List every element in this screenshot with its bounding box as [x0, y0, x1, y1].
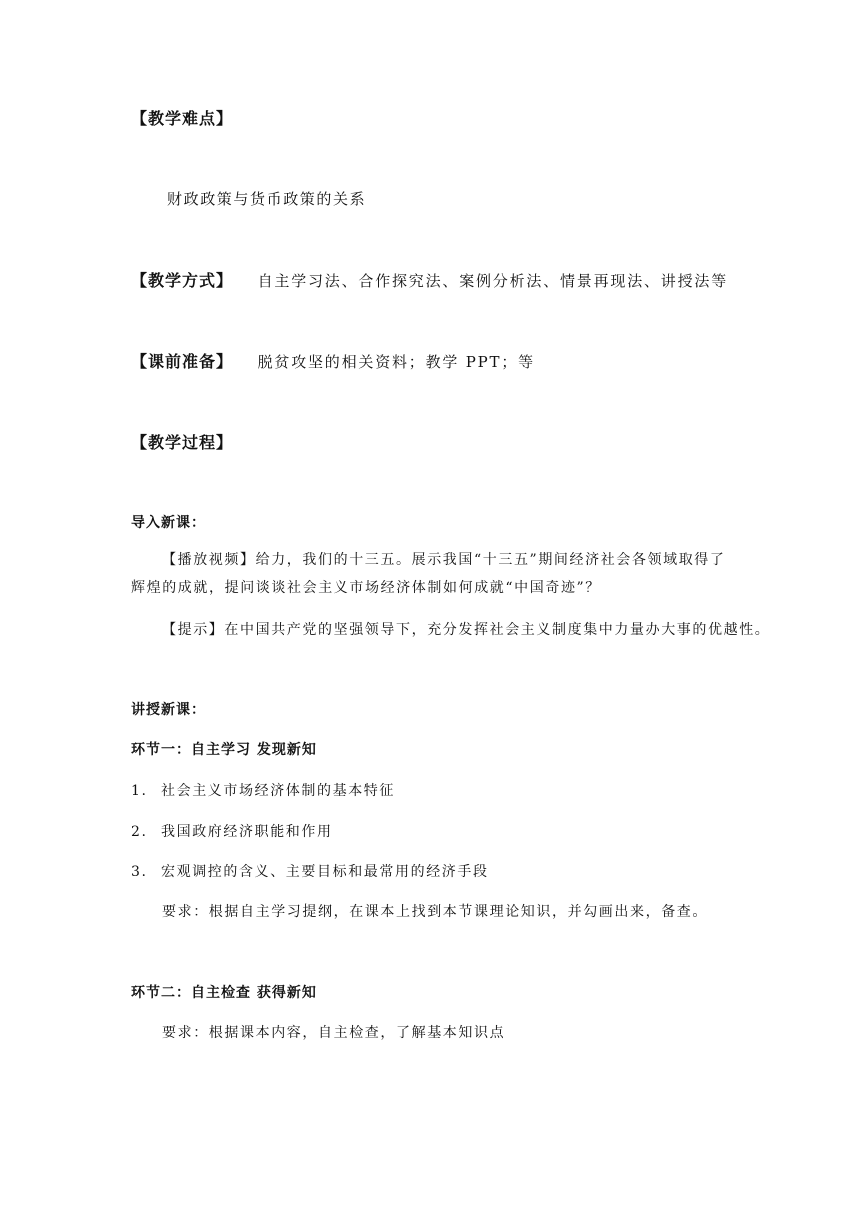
difficulty-heading: 【教学难点】 — [131, 109, 234, 128]
item-text: 宏观调控的含义、主要目标和最常用的经济手段 — [161, 864, 489, 880]
process-heading: 【教学过程】 — [131, 433, 234, 452]
step1-item-1 — [131, 780, 395, 800]
step1-title: 环节一：自主学习 发现新知 — [131, 742, 317, 758]
item-number: 3. — [131, 864, 148, 880]
intro-paragraph-1: 【播放视频】给力，我们的十三五。展示我国“十三五”期间经济社会各领域取得了辉煌的成就，提问谈谈社会主义市场经济体制如何成就“中国奇迹”？ — [131, 552, 726, 596]
intro-title: 导入新课： — [131, 515, 206, 531]
intro-paragraph-2: 【提示】在中国共产党的坚强领导下，充分发挥社会主义制度集中力量办大事的优越性。 — [162, 622, 771, 638]
step1-requirement: 要求：根据自主学习提纲，在课本上找到本节课理论知识，并勾画出来，备查。 — [162, 904, 708, 920]
method-row — [131, 268, 728, 291]
method-heading: 【教学方式】 — [131, 271, 234, 290]
step1-item-2 — [131, 821, 333, 841]
method-content: 自主学习法、合作探究法、案例分析法、情景再现法、讲授法等 — [257, 272, 728, 290]
step1-item-3 — [131, 861, 489, 881]
lecture-title: 讲授新课： — [131, 702, 206, 718]
difficulty-content: 财政政策与货币政策的关系 — [167, 190, 367, 208]
item-text: 社会主义市场经济体制的基本特征 — [161, 783, 395, 799]
item-text: 我国政府经济职能和作用 — [161, 824, 333, 840]
prep-content: 脱贫攻坚的相关资料；教学 PPT；等 — [257, 353, 535, 371]
step2-title: 环节二：自主检查 获得新知 — [131, 985, 317, 1001]
prep-heading: 【课前准备】 — [131, 352, 234, 371]
prep-row — [131, 349, 535, 372]
item-number: 2. — [131, 824, 148, 840]
step2-requirement: 要求：根据课本内容，自主检查，了解基本知识点 — [162, 1025, 506, 1041]
item-number: 1. — [131, 783, 148, 799]
